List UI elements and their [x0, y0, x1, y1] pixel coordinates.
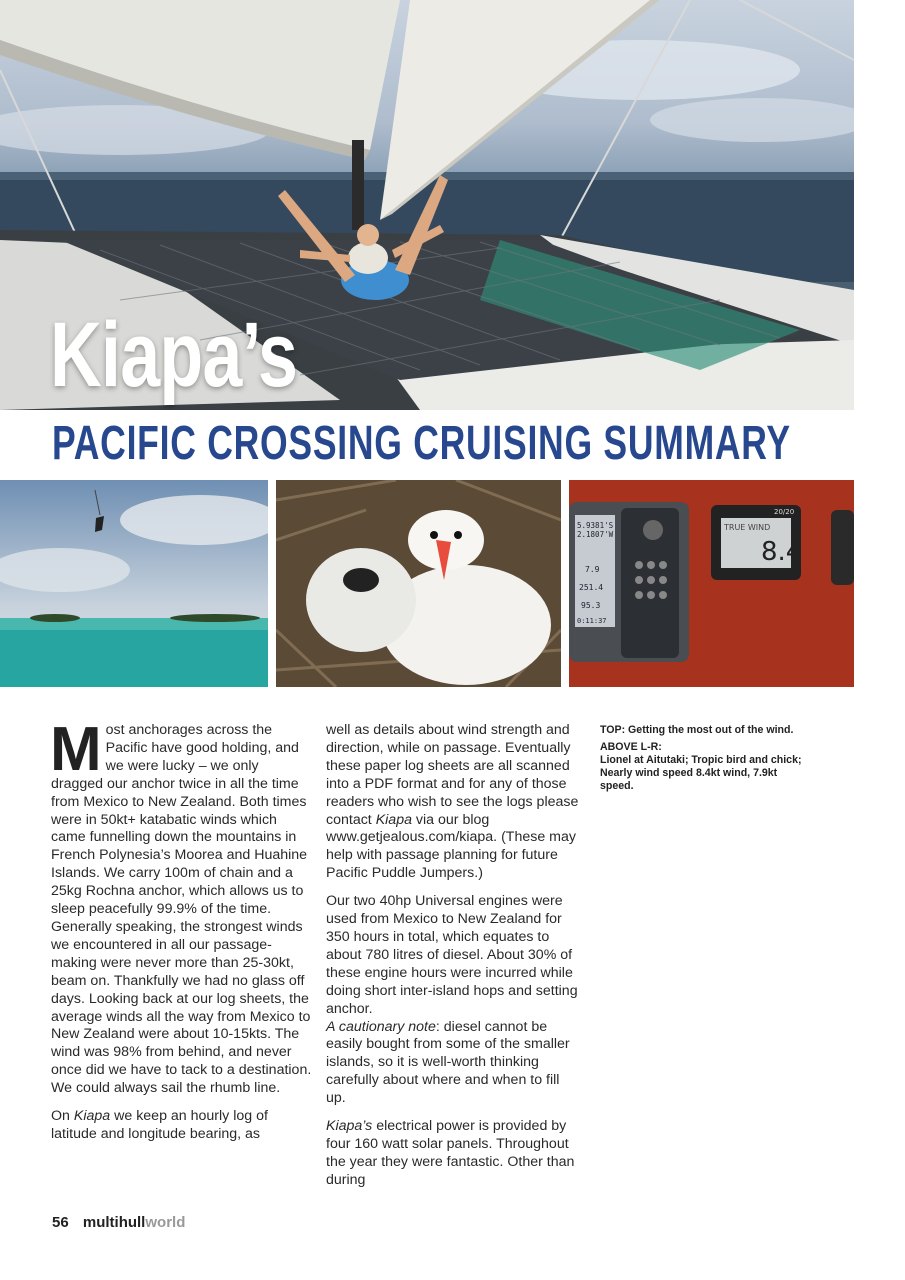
caption-above-label: ABOVE L-R:	[600, 741, 662, 753]
article-paragraph: On Kiapa we keep an hourly log of latitude and longitude bearing, as	[51, 1108, 268, 1142]
photo-kitesurfing	[0, 480, 268, 687]
photo-instruments	[569, 480, 854, 687]
gps-distance: 95.3	[581, 601, 601, 610]
page-number: 56	[52, 1214, 69, 1231]
caption-top: TOP: Getting the most out of the wind.	[600, 724, 794, 736]
wind-speed-value: 8.4	[761, 537, 803, 567]
kitesurf-illustration	[0, 480, 268, 687]
caption-above-text: Lionel at Aitutaki; Tropic bird and chick; Nearly wind speed 8.4kt wind, 7.9kt speed.	[600, 754, 802, 792]
article-paragraph: Most anchorages across the Pacific have good holding, and we were lucky – we only dragged our anchor twice in all the time from Mexico to New Zealand. Both times were in 50kt+ katabatic winds which came funnelling down the mountains in French Polynesia’s Moorea and Huahine Islands. We carry 100m of chain and a 25kg Rochna anchor, which allows us to sleep peacefully 99.9% of the time. Generally speaking, the strongest winds we encountered in all our passage-making were never more than 25-30kt, beam on. Thankfully we had no glass off days. Looking back at our log sheets, the average winds all the way from Mexico to New Zealand were about 10-15kts. The wind was 98% from behind, and never once did we have to tack to a destination. We could always sail the rhumb line.	[50, 715, 312, 1097]
article-paragraph: Our two 40hp Universal engines were used from Mexico to New Zealand for 350 hours in total, which equates to about 780 litres of diesel. About 30% of these engine hours were incurred while doing short inter-island hops and setting anchor. A cautionary note: diesel cannot be easily bought from some of the smaller islands, so it is well-worth thinking carefully about where and when to fill up.	[326, 893, 578, 1107]
blog-url: www.getjealous.com/kiapa.	[326, 829, 498, 846]
magazine-name: multihullworld	[82, 1214, 186, 1231]
hero-photo	[0, 0, 854, 410]
tropic-bird-illustration	[276, 480, 561, 687]
article-paragraph: Kiapa’s electrical power is provided by four 160 watt solar panels. Throughout the year they were fantastic. Other than during	[326, 1118, 575, 1188]
gps-latitude: 5.9381'S	[577, 521, 614, 530]
article-paragraph: well as details about wind strength and direction, while on passage. Eventually these paper log sheets are all scanned into a PDF format and for any of those readers who wish to see the logs please contact Kiapa via our blog www.getjealous.com/kiapa. (These may help with passage planning for future Pacific Puddle Jumpers.)	[326, 722, 579, 882]
article-column-2	[326, 722, 582, 1200]
instrument-clock: 20/20	[774, 508, 795, 516]
page-footer	[52, 1214, 185, 1231]
drop-cap: M	[50, 715, 102, 784]
article-column-1	[50, 715, 313, 1154]
wind-label: TRUE WIND	[724, 523, 771, 532]
photo-captions	[600, 724, 810, 797]
article-subtitle: PACIFIC CROSSING CRUISING SUMMARY	[52, 417, 791, 470]
gps-speed: 7.9	[585, 565, 600, 574]
gps-bearing: 251.4	[579, 583, 604, 592]
photo-tropic-bird	[276, 480, 561, 687]
instruments-illustration	[569, 480, 854, 687]
gps-longitude: 2.1807'W	[577, 530, 614, 539]
gps-time: 0:11:37	[577, 617, 607, 625]
article-title: Kiapa’s	[50, 304, 298, 406]
